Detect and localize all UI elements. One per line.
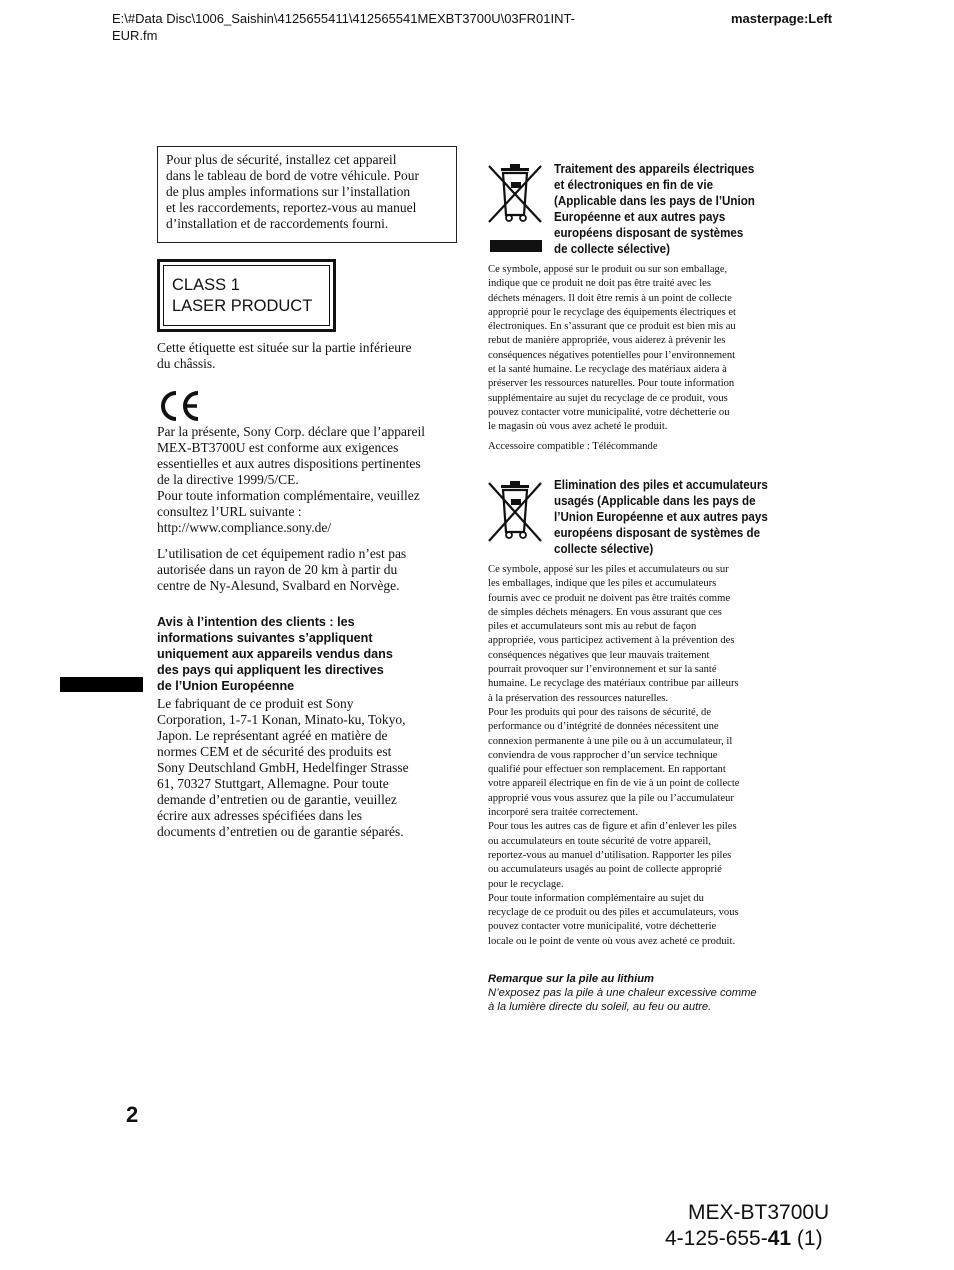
battery-line: approprié vous vous assurez que la pile ou l’accumulateur bbox=[488, 792, 734, 804]
laser-product-label bbox=[157, 259, 336, 332]
laser-label-note bbox=[157, 340, 412, 372]
battery-line: ou accumulateurs usagés au point de collecte approprié bbox=[488, 864, 722, 876]
part-number bbox=[665, 1225, 823, 1252]
weee-line: rebut de manière appropriée, vous aiderez à prévenir les bbox=[488, 335, 726, 347]
battery-line: connexion permanente à une pile ou à un accumulateur, il bbox=[488, 735, 733, 747]
file-path-line-2: EUR.fm bbox=[112, 28, 158, 43]
radio-restriction-note bbox=[157, 546, 406, 594]
weee-line: déchets ménagers. Il doit être remis à un point de collecte bbox=[488, 292, 732, 304]
weee-line: électroniques. En s’assurant que ce produit est bien mis au bbox=[488, 321, 736, 333]
battery-line: fournis avec ce produit ne doivent pas être traités comme bbox=[488, 592, 731, 604]
masterpage-label: masterpage:Left bbox=[731, 11, 833, 26]
part-number-prefix: 4-125-655- bbox=[665, 1227, 768, 1250]
laser-label-text bbox=[172, 275, 312, 317]
radio-note-line: centre de Ny-Alesund, Svalbard en Norvège. bbox=[157, 578, 400, 593]
part-number-bold: 41 bbox=[767, 1227, 792, 1250]
battery-line: pourrait provoquer sur l’environnement et sur la santé bbox=[488, 664, 717, 676]
heading-line: Avis à l’intention des clients : les bbox=[157, 615, 355, 629]
heading-line: informations suivantes s’appliquent bbox=[157, 631, 373, 645]
weee-line: Ce symbole, apposé sur le produit ou sur son emballage, bbox=[488, 264, 728, 275]
page-number: 2 bbox=[126, 1102, 139, 1127]
weee-heading-line: Traitement des appareils électriques bbox=[554, 162, 755, 176]
battery-heading-line: l’Union Européenne et aux autres pays bbox=[554, 510, 768, 524]
laser-note-line: Cette étiquette est située sur la partie inférieure bbox=[157, 340, 412, 355]
weee-line: indique que ce produit ne doit pas être traité avec les bbox=[488, 278, 711, 290]
notice-line: écrire aux adresses spécifiées dans les bbox=[157, 808, 363, 823]
battery-line: humaine. Le recyclage des matériaux contribue par ailleurs bbox=[488, 678, 739, 690]
weee-line: pouvez contacter votre municipalité, votre déchetterie ou bbox=[488, 406, 730, 418]
notice-line: Sony Deutschland GmbH, Hedelfinger Strasse bbox=[157, 760, 409, 775]
notice-line: Le fabriquant de ce produit est Sony bbox=[157, 696, 354, 711]
weee-body bbox=[488, 263, 736, 435]
battery-heading-line: européens disposant de systèmes de bbox=[554, 526, 761, 540]
safety-line: dans le tableau de bord de votre véhicule. Pour bbox=[166, 168, 420, 183]
safety-line: de plus amples informations sur l’installation bbox=[166, 184, 411, 199]
eu-notice-heading bbox=[157, 614, 393, 694]
battery-line: locale ou le point de vente où vous avez acheté ce produit. bbox=[488, 935, 736, 947]
battery-line: recyclage de ce produit ou des piles et accumulateurs, vous bbox=[488, 907, 739, 919]
notice-line: 61, 70327 Stuttgart, Allemagne. Pour toute bbox=[157, 776, 389, 791]
notice-line: Corporation, 1-7-1 Konan, Minato-ku, Tokyo, bbox=[157, 712, 406, 727]
heading-line: des pays qui appliquent les directives bbox=[157, 663, 384, 677]
battery-line: incorporé sera traitée correctement. bbox=[488, 807, 638, 819]
weee-line: conséquences négatives potentielles pour l’environnement bbox=[488, 349, 736, 361]
weee-line: approprié pour le recyclage des équipements électriques et bbox=[488, 306, 736, 318]
declaration-line: consultez l’URL suivante : bbox=[157, 504, 302, 519]
safety-line: et les raccordements, reportez-vous au manuel bbox=[166, 200, 417, 215]
battery-line: appropriée, vous participez activement à la prévention des bbox=[488, 635, 735, 647]
battery-line: piles et accumulateurs sont mis au rebut de façon bbox=[488, 621, 697, 633]
part-number-suffix: (1) bbox=[791, 1227, 823, 1250]
model-name: MEX-BT3700U bbox=[688, 1201, 830, 1224]
conformity-declaration bbox=[157, 424, 425, 536]
notice-line: demande d’entretien ou de garantie, veuillez bbox=[157, 792, 397, 807]
lithium-note-line: N’exposez pas la pile à une chaleur excessive comme bbox=[488, 987, 757, 999]
laser-class: CLASS 1 bbox=[172, 276, 240, 294]
battery-line: Pour tous les autres cas de figure et afin d’enlever les piles bbox=[488, 821, 737, 833]
battery-line: conséquences négatives que leur mauvais traitement bbox=[488, 649, 710, 661]
compliance-url: http://www.compliance.sony.de/ bbox=[157, 520, 332, 535]
battery-line: Pour toute information complémentaire au sujet du bbox=[488, 892, 704, 904]
battery-line: les emballages, indique que les piles et accumulateurs bbox=[488, 578, 717, 590]
lithium-note-title: Remarque sur la pile au lithium bbox=[488, 973, 654, 985]
battery-line: votre appareil électrique en fin de vie à un point de collecte bbox=[488, 778, 740, 790]
battery-line: à la préservation des ressources naturelles. bbox=[488, 692, 669, 704]
notice-line: normes CEM et de sécurité des produits est bbox=[157, 744, 392, 759]
radio-note-line: L’utilisation de cet équipement radio n’est pas bbox=[157, 546, 407, 561]
notice-line: documents d’entretien ou de garantie séparés. bbox=[157, 824, 404, 839]
crossed-battery-bin-icon bbox=[487, 477, 543, 547]
weee-line: le magasin où vous avez acheté le produit. bbox=[488, 421, 668, 433]
battery-heading-line: Elimination des piles et accumulateurs bbox=[554, 478, 768, 492]
declaration-line: Par la présente, Sony Corp. déclare que l’appareil bbox=[157, 424, 426, 439]
ce-mark-icon bbox=[157, 390, 203, 422]
weee-heading-line: et électroniques en fin de vie bbox=[554, 178, 714, 192]
battery-line: reportez-vous au manuel d’utilisation. Rapporter les piles bbox=[488, 849, 732, 861]
compatible-accessory: Accessoire compatible : Télécommande bbox=[488, 441, 658, 452]
battery-body bbox=[488, 563, 740, 949]
laser-note-line: du châssis. bbox=[157, 356, 216, 371]
battery-line: pour le recyclage. bbox=[488, 878, 564, 890]
section-tab-marker bbox=[60, 677, 143, 692]
declaration-line: essentielles et aux autres dispositions pertinentes bbox=[157, 456, 421, 471]
weee-heading-line: Européenne et aux autres pays bbox=[554, 210, 726, 224]
safety-line: d’installation et de raccordements fourni. bbox=[166, 216, 389, 231]
lithium-note bbox=[488, 972, 757, 1014]
weee-line: et la santé humaine. Le recyclage des matériaux aidera à bbox=[488, 364, 727, 376]
weee-line: préserver les ressources naturelles. Pour toute information bbox=[488, 378, 735, 390]
battery-heading-line: collecte sélective) bbox=[554, 542, 654, 556]
safety-line: Pour plus de sécurité, installez cet appareil bbox=[166, 152, 397, 167]
declaration-line: de la directive 1999/5/CE. bbox=[157, 472, 299, 487]
heading-line: uniquement aux appareils vendus dans bbox=[157, 647, 393, 661]
battery-line: Ce symbole, apposé sur les piles et accumulateurs ou sur bbox=[488, 564, 729, 575]
battery-line: pouvez contacter votre municipalité, votre déchetterie bbox=[488, 921, 717, 933]
safety-notice-box bbox=[157, 146, 457, 243]
file-path-line-1: E:\#Data Disc\1006_Saishin\4125655411\412565541MEXBT3700U\03FR01INT- bbox=[112, 11, 576, 26]
eu-notice-body bbox=[157, 696, 409, 840]
laser-product: LASER PRODUCT bbox=[172, 297, 313, 315]
declaration-line: Pour toute information complémentaire, veuillez bbox=[157, 488, 420, 503]
declaration-line: MEX-BT3700U est conforme aux exigences bbox=[157, 440, 399, 455]
weee-heading bbox=[554, 161, 755, 257]
notice-line: Japon. Le représentant agréé en matière de bbox=[157, 728, 388, 743]
file-path-header bbox=[112, 10, 575, 44]
battery-line: qualifié pour effectuer son remplacement. En rapportant bbox=[488, 764, 726, 776]
weee-heading-line: (Applicable dans les pays de l’Union bbox=[554, 194, 755, 208]
battery-heading bbox=[554, 477, 768, 557]
crossed-bin-icon bbox=[487, 160, 543, 254]
heading-line: de l’Union Européenne bbox=[157, 679, 295, 693]
radio-note-line: autorisée dans un rayon de 20 km à partir du bbox=[157, 562, 398, 577]
weee-heading-line: européens disposant de systèmes bbox=[554, 226, 744, 240]
battery-line: performance ou d’intégrité de données nécessitent une bbox=[488, 721, 719, 733]
lithium-note-line: à la lumière directe du soleil, au feu ou autre. bbox=[488, 1001, 712, 1013]
battery-line: conviendra de vous rapprocher d’un service technique bbox=[488, 749, 718, 761]
battery-heading-line: usagés (Applicable dans les pays de bbox=[554, 494, 756, 508]
battery-line: Pour les produits qui pour des raisons de sécurité, de bbox=[488, 706, 712, 718]
weee-line: supplémentaire au sujet du recyclage de ce produit, vous bbox=[488, 392, 728, 404]
weee-heading-line: de collecte sélective) bbox=[554, 242, 670, 256]
battery-line: de simples déchets ménagers. En vous assurant que ces bbox=[488, 606, 722, 618]
battery-line: ou accumulateurs en toute sécurité de votre appareil, bbox=[488, 835, 711, 847]
